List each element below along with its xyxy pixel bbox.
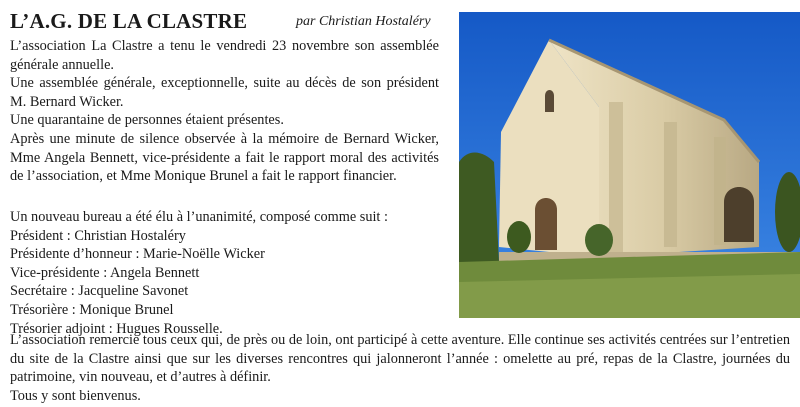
shrub [507,221,531,253]
paragraph: Une assemblée générale, exceptionnelle, suite au décès de son président M. Bernard Wicker. [10,75,439,110]
list-item: Présidente d’honneur : Marie-Noëlle Wicker [10,246,265,263]
paragraph: L’association La Clastre a tenu le vendredi 23 novembre son assemblée générale annuelle. [10,38,439,73]
paragraph: L’association remercie tous ceux qui, de près ou de loin, ont participé à cette aventure. Elle continue ses activités centrées sur l’entretien du site de la Clastre ainsi que sur les diverses rencontres qui jalonneront l’année : omelette au pré, repas de la Clastre, journées du patrimoine, vin nouveau, et d’autres à définir. [10,332,790,386]
article-title: L’A.G. DE LA CLASTRE [10,9,248,33]
buttress [609,102,623,252]
chapel-photo [459,12,800,318]
side-arch [724,187,754,242]
intro-text [10,37,439,186]
west-window [545,90,554,112]
shrub [585,224,613,256]
list-item: Un nouveau bureau a été élu à l’unanimité, composé comme suit : [10,209,388,225]
paragraph: Tous y sont bienvenus. [10,387,141,404]
list-item: Secrétaire : Jacqueline Savonet [10,283,189,300]
list-item: Président : Christian Hostaléry [10,227,186,244]
chapel-illustration [459,12,800,318]
trees [459,153,499,262]
list-item: Trésorier adjoint : Hugues Rousselle. [10,320,223,337]
bureau-list [10,208,439,338]
closing-text [10,331,790,405]
article-byline: par Christian Hostaléry [296,14,431,29]
west-door [535,198,557,250]
paragraph: Après une minute de silence observée à la mémoire de Bernard Wicker, Mme Angela Bennett, vice-présidente a fait le rapport moral des activités de l’association, et Mme Monique Brunel a fait le rapport financier. [10,130,439,185]
buttress [664,122,677,247]
paragraph: Une quarantaine de personnes étaient présentes. [10,112,284,129]
list-item: Trésorière : Monique Brunel [10,301,174,318]
list-item: Vice-présidente : Angela Bennett [10,264,200,281]
